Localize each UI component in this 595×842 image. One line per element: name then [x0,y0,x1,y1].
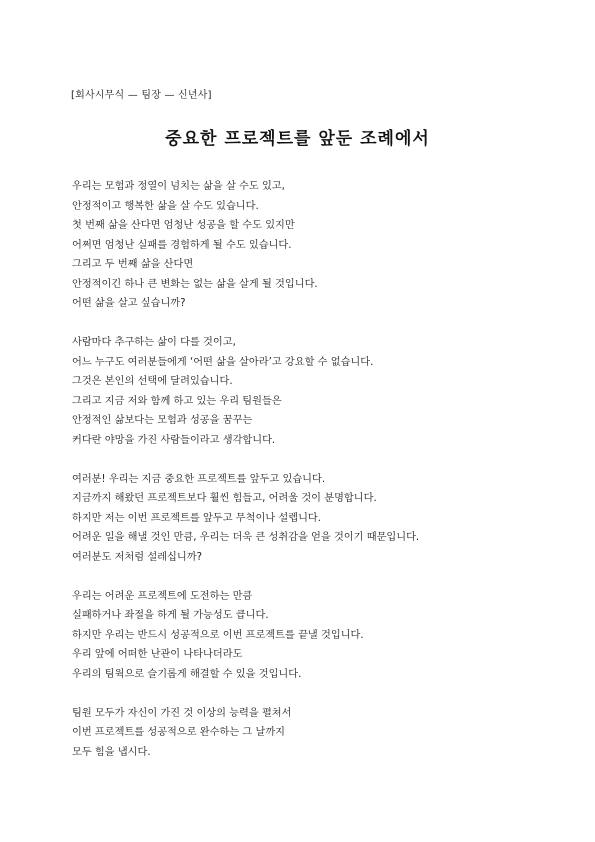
text-line: 그리고 두 번째 삶을 산다면 [72,259,194,270]
text-line: 안정적이긴 하나 큰 변화는 없는 삶을 살게 될 것입니다. [72,278,318,290]
paragraph [72,177,542,314]
text-line: 실패하거나 좌절을 하게 될 가능성도 큽니다. [72,610,269,621]
text-line: 모두 힘을 냅시다. [72,746,151,758]
text-line: 커다란 야망을 가진 사람들이라고 생각합니다. [72,434,276,446]
text-line: 여러분! 우리는 지금 중요한 프로젝트를 앞두고 있습니다. [72,473,326,485]
text-line: 우리는 모험과 정열이 넘치는 삶을 살 수도 있고, [72,181,285,192]
text-line: 어느 누구도 여러분들에게 ‘어떤 삶을 살아라’고 강요할 수 없습니다. [72,356,374,368]
text-line: 우리는 어려운 프로젝트에 도전하는 만큼 [72,590,253,602]
text-line: 안정적인 삶보다는 모험과 성공을 꿈꾸는 [72,415,253,426]
text-line: 우리의 팀웍으로 슬기롭게 해결할 수 있을 것입니다. [72,668,302,680]
document-title: 중요한 프로젝트를 앞둔 조례에서 [165,129,430,149]
text-line: 하지만 저는 이번 프로젝트를 앞두고 무척이나 설렙니다. [72,512,322,524]
text-line: 어떤 삶을 살고 싶습니까? [72,298,186,309]
text-line: 팀원 모두가 자신이 가진 것 이상의 능력을 펼쳐서 [72,707,292,719]
text-line: 첫 번째 삶을 산다면 엄청난 성공을 할 수도 있지만 [72,220,295,231]
text-line: 안정적이고 행복한 삶을 살 수도 있습니다. [72,200,259,212]
paragraph [72,704,542,763]
text-line: 지금까지 해왔던 프로젝트보다 훨씬 힘들고, 어려울 것이 분명합니다. [72,493,377,504]
header-tag: [회사시무식 — 팀장 — 신년사] [71,90,212,101]
text-line: 어쩌면 엄청난 실패를 경험하게 될 수도 있습니다. [72,239,292,251]
paragraph [72,333,542,450]
text-line: 그것은 본인의 선택에 달려있습니다. [72,376,233,387]
text-line: 그리고 지금 저와 함께 하고 있는 우리 팀원들은 [72,395,282,407]
text-line: 우리 앞에 어떠한 난관이 나타나더라도 [72,649,243,660]
text-line: 사람마다 추구하는 삶이 다를 것이고, [72,337,236,348]
paragraph [72,470,542,568]
text-line: 어려운 일을 해낼 것인 만큼, 우리는 더욱 큰 성취감을 얻을 것이기 때문입니다. [72,532,420,543]
text-line: 하지만 우리는 반드시 성공적으로 이번 프로젝트를 끝낼 것입니다. [72,629,364,641]
paragraph [72,587,542,685]
text-line: 여러분도 저처럼 설레십니까? [72,551,202,563]
body-text [72,177,542,782]
text-line: 이번 프로젝트를 성공적으로 완수하는 그 날까지 [72,727,286,738]
